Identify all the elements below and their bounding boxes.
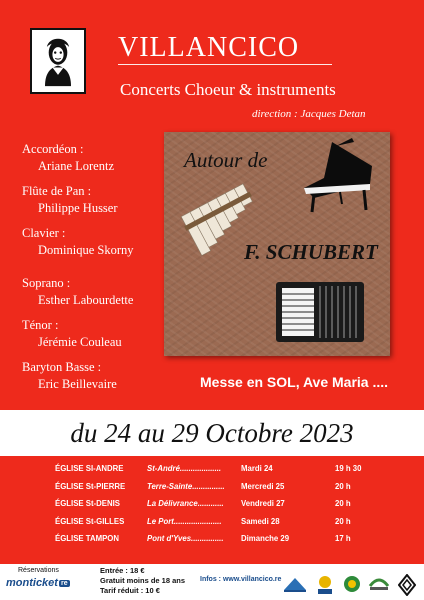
schedule-row <box>55 517 385 535</box>
schedule-row <box>55 482 385 500</box>
feature-title-line2: F. SCHUBERT <box>244 240 378 264</box>
schedule-place: Pont d'Yves............... <box>147 534 224 543</box>
schedule-list <box>55 464 385 552</box>
sponsor-logo-4-icon <box>368 574 390 592</box>
sponsor-logo-3-icon <box>342 574 362 596</box>
cast-role: Soprano : <box>22 276 71 290</box>
schedule-row <box>55 464 385 482</box>
cast-role: Ténor : <box>22 318 59 332</box>
price-reduced: Tarif réduit : 10 € <box>100 586 160 595</box>
schedule-row <box>55 499 385 517</box>
schedule-place: Le Port...................... <box>147 516 222 526</box>
composer-portrait-logo <box>30 28 86 94</box>
monticket-logo[interactable] <box>6 577 70 589</box>
schedule-church: ÉGLISE St-GILLES <box>55 516 125 526</box>
reservations-label: Réservations <box>18 567 59 574</box>
schedule-place: St-André................... <box>147 464 222 473</box>
cast-role: Baryton Basse : <box>22 360 102 374</box>
monticket-text: monticket <box>6 577 58 589</box>
schedule-date: Vendredi 27 <box>241 499 285 508</box>
poster-footer <box>0 564 424 600</box>
schedule-place: Terre-Sainte............... <box>147 481 225 491</box>
sponsor-logo-2-icon <box>316 574 334 596</box>
concert-dates: du 24 au 29 Octobre 2023 <box>70 418 354 448</box>
schedule-date: Mardi 24 <box>241 464 273 473</box>
schedule-church: ÉGLISE St-PIERRE <box>55 481 126 491</box>
ensemble-name: VILLANCICO <box>118 32 300 63</box>
director-credit <box>252 108 366 120</box>
info-website-link[interactable]: Infos : www.villancico.re <box>200 576 282 583</box>
cast-name: Philippe Husser <box>38 201 118 215</box>
cast-name: Eric Beillevaire <box>38 377 117 391</box>
feature-image <box>164 132 390 356</box>
cast-name: Dominique Skorny <box>38 243 134 257</box>
schedule-time: 20 h <box>335 516 351 526</box>
schedule-time: 17 h <box>335 534 351 543</box>
schedule-date: Samedi 28 <box>241 516 280 526</box>
grand-piano-icon <box>304 138 372 212</box>
schedule-church: ÉGLISE St-DENIS <box>55 499 120 508</box>
schedule-church: ÉGLISE TAMPON <box>55 534 119 543</box>
monticket-badge: re <box>60 580 68 587</box>
schedule-time: 19 h 30 <box>335 464 362 473</box>
accordion-icon <box>276 282 364 342</box>
cast-name: Esther Labourdette <box>38 293 134 307</box>
cast-name: Ariane Lorentz <box>38 159 115 173</box>
program-text: Messe en SOL, Ave Maria .... <box>200 374 389 390</box>
feature-title-line1: Autour de <box>184 148 268 172</box>
renault-logo-icon <box>398 574 416 596</box>
cast-role: Accordéon : <box>22 142 84 156</box>
schedule-date: Mercredi 25 <box>241 481 285 491</box>
sponsor-logo-1-icon <box>282 574 308 594</box>
schedule-place: La Délivrance............ <box>147 499 224 508</box>
cast-role: Flûte de Pan : <box>22 184 92 198</box>
schedule-time: 20 h <box>335 499 351 508</box>
cast-name: Jérémie Couleau <box>38 335 122 349</box>
schedule-row <box>55 534 385 552</box>
price-free: Gratuit moins de 18 ans <box>100 576 186 585</box>
director-label: direction : <box>252 108 298 120</box>
schedule-date: Dimanche 29 <box>241 534 290 543</box>
poster-subtitle: Concerts Choeur & instruments <box>120 80 336 99</box>
composer-portrait-icon <box>32 30 84 92</box>
director-name: Jacques Detan <box>300 108 366 120</box>
schedule-church: ÉGLISE SI-ANDRE <box>55 464 124 473</box>
price-entry: Entrée : 18 € <box>100 566 145 575</box>
cast-role: Clavier : <box>22 226 66 240</box>
ticket-prices <box>100 566 185 596</box>
brand-underline <box>118 64 332 65</box>
schedule-time: 20 h <box>335 481 351 491</box>
cast-list <box>22 142 162 392</box>
